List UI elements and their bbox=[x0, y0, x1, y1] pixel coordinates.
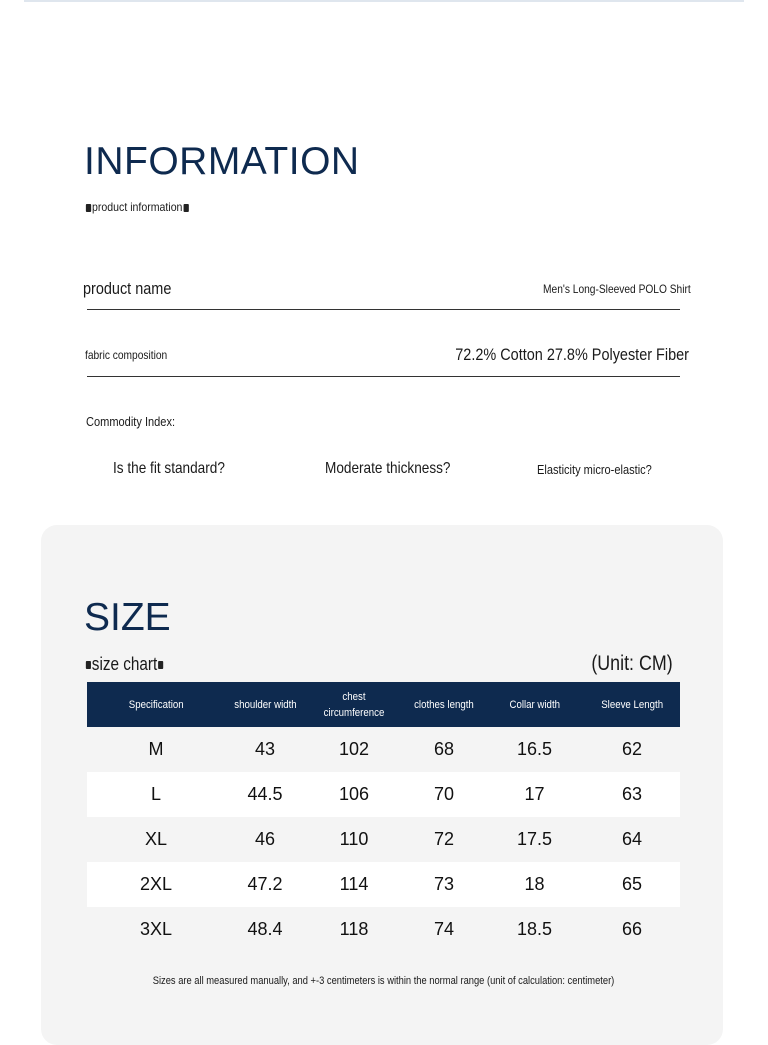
table-cell: 118 bbox=[305, 907, 403, 952]
table-cell: 63 bbox=[584, 772, 680, 817]
table-cell: 114 bbox=[305, 862, 403, 907]
table-cell: 46 bbox=[225, 817, 305, 862]
table-cell: 110 bbox=[305, 817, 403, 862]
size-heading: SIZE bbox=[84, 596, 171, 639]
column-header: Sleeve Length bbox=[584, 682, 680, 727]
measurement-note: Sizes are all measured manually, and +-3 centimeters is within the normal range (unit of calculation: centimeter) bbox=[153, 975, 615, 987]
column-header: Specification bbox=[87, 682, 225, 727]
thickness-index-item: Moderate thickness? bbox=[325, 460, 451, 477]
commodity-index-label: Commodity Index: bbox=[86, 414, 176, 429]
table-cell: 74 bbox=[403, 907, 485, 952]
bracket-glyph-icon bbox=[86, 661, 91, 669]
information-heading: INFORMATION bbox=[84, 140, 360, 183]
column-header: shoulder width bbox=[225, 682, 305, 727]
table-cell: 17 bbox=[485, 772, 584, 817]
fabric-composition-value: 72.2% Cotton 27.8% Polyester Fiber bbox=[455, 345, 689, 364]
table-cell: 106 bbox=[305, 772, 403, 817]
table-cell: 70 bbox=[403, 772, 485, 817]
table-cell: 102 bbox=[305, 727, 403, 772]
table-cell: 64 bbox=[584, 817, 680, 862]
bracket-glyph-icon bbox=[86, 204, 91, 212]
table-cell: L bbox=[87, 772, 225, 817]
table-cell: 3XL bbox=[87, 907, 225, 952]
table-cell: 16.5 bbox=[485, 727, 584, 772]
size-table bbox=[87, 682, 680, 952]
table-cell: 43 bbox=[225, 727, 305, 772]
fit-index-item: Is the fit standard? bbox=[113, 460, 225, 477]
table-row bbox=[87, 862, 680, 907]
column-header: Collar width bbox=[485, 682, 584, 727]
size-chart-subtitle: size chart bbox=[85, 654, 164, 675]
product-name-label: product name bbox=[83, 279, 172, 298]
table-cell: 2XL bbox=[87, 862, 225, 907]
table-cell: 72 bbox=[403, 817, 485, 862]
table-cell: 44.5 bbox=[225, 772, 305, 817]
product-name-value: Men's Long-Sleeved POLO Shirt bbox=[543, 282, 691, 296]
table-cell: XL bbox=[87, 817, 225, 862]
table-cell: 66 bbox=[584, 907, 680, 952]
table-cell: 47.2 bbox=[225, 862, 305, 907]
table-cell: 18 bbox=[485, 862, 584, 907]
table-cell: 17.5 bbox=[485, 817, 584, 862]
information-subtitle: product information bbox=[85, 200, 189, 214]
top-divider bbox=[24, 0, 744, 2]
table-row bbox=[87, 727, 680, 772]
table-cell: 62 bbox=[584, 727, 680, 772]
column-header: clothes length bbox=[403, 682, 485, 727]
table-cell: 68 bbox=[403, 727, 485, 772]
fabric-composition-label: fabric composition bbox=[85, 348, 168, 362]
table-header-row bbox=[87, 682, 680, 727]
table-cell: 65 bbox=[584, 862, 680, 907]
table-cell: 48.4 bbox=[225, 907, 305, 952]
table-row bbox=[87, 772, 680, 817]
table-cell: 73 bbox=[403, 862, 485, 907]
table-cell: M bbox=[87, 727, 225, 772]
bracket-glyph-icon bbox=[183, 204, 188, 212]
bracket-glyph-icon bbox=[158, 661, 163, 669]
divider bbox=[87, 376, 680, 377]
table-cell: 18.5 bbox=[485, 907, 584, 952]
table-row bbox=[87, 907, 680, 952]
unit-label: (Unit: CM) bbox=[591, 652, 673, 675]
divider bbox=[87, 309, 680, 310]
table-row bbox=[87, 817, 680, 862]
column-header: chest circumference bbox=[305, 682, 403, 727]
elasticity-index-item: Elasticity micro-elastic? bbox=[537, 462, 652, 477]
